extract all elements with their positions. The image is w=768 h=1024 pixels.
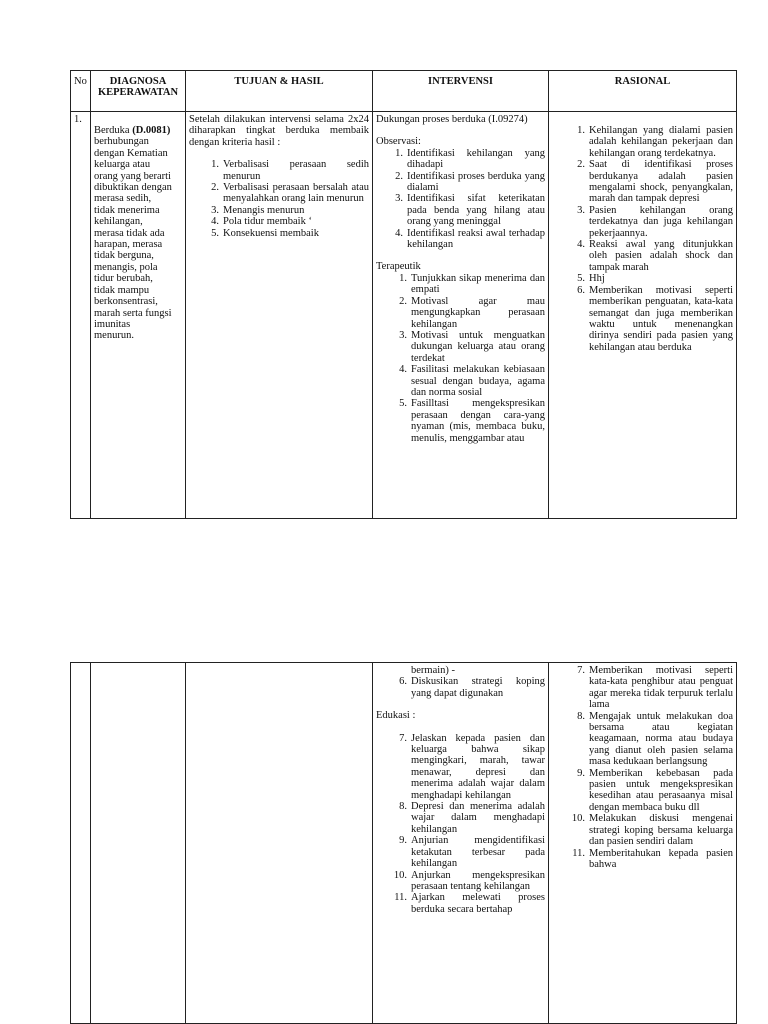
list-item — [399, 835, 545, 870]
list-item — [399, 329, 545, 364]
table-row — [71, 112, 737, 519]
list-item-text: Verbalisasi perasaan sedih menurun — [223, 159, 369, 182]
diagnosa-line: merasa tidak ada — [94, 227, 165, 239]
diagnosa-line: berhubungan — [94, 136, 149, 148]
rasional-cell-continued — [549, 663, 737, 1024]
list-item-number: 2. — [211, 182, 219, 194]
list-item-text: Jelaskan kepada pasien dan keluarga bahwa sikap mengingkari, marah, tawar menawar, depresi dan menerima adalah wajar dalam menghadapi kehilangan — [411, 732, 545, 801]
diagnosa-line: tidak mampu — [94, 284, 150, 296]
list-item — [211, 204, 369, 216]
header-no: No — [71, 71, 91, 112]
list-item-number: 4. — [211, 216, 219, 228]
list-item — [577, 239, 733, 273]
list-item-text: Saat di identifikasi proses berdukanya adalah pasien mengalami shock, penyangkalan, marah dan tampak depresi — [589, 159, 733, 205]
list-item-number: 1. — [399, 272, 407, 284]
list-item — [393, 869, 545, 893]
diagnosa-line: imunitas — [94, 318, 131, 330]
list-item-text: Anjurian mengidentifikasi ketakutan terbesar pada kehilangan — [411, 835, 545, 870]
list-item — [577, 273, 733, 285]
list-item — [572, 847, 733, 871]
list-item-text: Pola tidur membaik ‘ — [223, 216, 312, 228]
list-item — [399, 364, 545, 398]
list-item-text: Memberitahukan kepada pasien bahwa — [589, 847, 733, 870]
list-item — [577, 767, 733, 814]
list-item — [577, 665, 733, 711]
list-item-number: 2. — [395, 170, 403, 182]
list-item — [577, 125, 733, 159]
list-item-number: 8. — [399, 801, 407, 813]
list-item-number: 4. — [577, 239, 585, 251]
list-item — [577, 710, 733, 768]
observasi-list — [376, 148, 545, 251]
care-plan-table-page2 — [70, 662, 737, 1024]
list-item — [394, 892, 545, 915]
list-item-number: 6. — [577, 284, 585, 296]
list-item-text: Memberikan motivasi seperti kata-kata penghibur atau penguat agar mereka tidak terpuruk terlalu lama — [589, 665, 733, 711]
diagnosa-title — [94, 125, 182, 136]
list-item — [395, 227, 545, 251]
rasional-list — [552, 125, 733, 353]
list-item-number: 1. — [211, 159, 219, 171]
intervensi-cell — [373, 112, 549, 519]
list-item-number: 11. — [572, 847, 585, 859]
diagnosa-prefix: Berduka — [94, 125, 130, 136]
list-item-number: 8. — [577, 710, 585, 722]
diagnosa-line: dengan Kematian — [94, 147, 168, 159]
diagnosa-line: dibuktikan dengan — [94, 182, 172, 194]
header-diagnosa — [91, 71, 186, 112]
diagnosa-line: menangis, pola — [94, 261, 158, 273]
list-item — [577, 159, 733, 205]
edukasi-label: Edukasi : — [376, 710, 416, 722]
list-item-text: Mengajak untuk melakukan doa bersama atau kegiatan keagamaan, norma atau budaya yang dianut oleh pasien selama masa kedukaan berlangsung — [589, 710, 733, 768]
list-item-number: 9. — [399, 835, 407, 847]
edukasi-list — [376, 733, 545, 916]
list-item — [399, 398, 545, 444]
header-tujuan: TUJUAN & HASIL — [186, 71, 373, 112]
list-item-text: Fasilltasi mengekspresikan perasaan dengan cara-yang nyaman (mis, membaca buku, menulis, menggambar atau — [411, 398, 545, 444]
diagnosa-line: merasa sedih, — [94, 193, 152, 205]
diagnosa-code: (D.0081) — [132, 125, 171, 136]
list-item-text: Kehilangan yang dialami pasien adalah kehilangan pekerjaan dan kehilangan orang terdekatnya. — [589, 125, 733, 159]
diagnosa-line: kehilangan, — [94, 216, 143, 228]
list-item-number: 1. — [577, 125, 585, 136]
intervensi-continued-text: bermain) - — [411, 665, 456, 676]
tujuan-criteria-list — [189, 159, 369, 239]
list-item-text: Motivasl agar mau mengungkapkan perasaan kehilangan — [411, 295, 545, 330]
diagnosa-line: tidur berubah, — [94, 273, 153, 285]
list-item — [571, 813, 733, 848]
list-item-text: Motivasi untuk menguatkan dukungan keluarga atau orang terdekat — [411, 329, 545, 364]
list-item-text: Identifikasi sifat keterikatan pada benda yang hilang atau orang yang meninggal — [407, 193, 545, 228]
list-item — [399, 732, 545, 801]
list-item-text: Konsekuensi membaik — [223, 227, 319, 239]
diagnosa-cell-empty — [91, 663, 186, 1024]
list-item — [211, 159, 369, 182]
list-item-number: 3. — [211, 204, 219, 216]
diagnosa-line: menurun. — [94, 330, 134, 342]
tujuan-intro: Setelah dilakukan intervensi selama 2x24 diharapkan tingkat berduka membaik dengan kriteria hasil : — [189, 114, 369, 148]
header-diagnosa-line1: DIAGNOSA — [109, 76, 167, 87]
list-item-text: Melakukan diskusi mengenai strategi koping bersama keluarga dan pasien sendiri dalam — [589, 813, 733, 848]
rasional-cell — [549, 112, 737, 519]
row-number-empty — [71, 663, 91, 1024]
list-item-number: 10. — [393, 869, 407, 881]
list-item — [395, 170, 545, 194]
list-item-text: Memberikan kebebasan pada pasien untuk mengekspresikan kesedihan atau perasaanya misal dengan membaca buku dll — [589, 767, 733, 813]
list-item-number: 5. — [211, 227, 219, 239]
list-item-number: 7. — [399, 732, 407, 744]
diagnosa-line: tidak berguna, — [94, 250, 154, 262]
list-item-text: Identifikasi kehilangan yang dihadapi — [407, 147, 545, 171]
terapeutik-list-continued — [376, 676, 545, 699]
list-item-number: 5. — [577, 273, 585, 285]
diagnosa-line: berkonsentrasi, — [94, 296, 158, 308]
list-item — [399, 295, 545, 330]
list-item — [399, 801, 545, 835]
list-item-number: 4. — [395, 227, 403, 239]
list-item-text: Reaksi awal yang ditunjukkan oleh pasien adalah shock dan tampak marah — [589, 239, 733, 273]
diagnosa-text — [94, 136, 182, 341]
list-item-number: 4. — [399, 364, 407, 376]
intervensi-cell-continued — [373, 663, 549, 1024]
tujuan-cell-empty — [186, 663, 373, 1024]
diagnosa-line: keluarga atau — [94, 159, 151, 171]
list-item-text: Diskusikan strategi koping yang dapat digunakan — [411, 676, 545, 699]
list-item-number: 10. — [571, 813, 585, 825]
header-diagnosa-line2: KEPERAWATAN — [97, 87, 179, 99]
care-plan-table-page1 — [70, 70, 737, 519]
list-item — [399, 272, 545, 296]
list-item-text: Depresi dan menerima adalah wajar dalam menghadapi kehilangan — [411, 801, 545, 835]
list-item-text: Pasien kehilangan orang terdekatnya dan juga kehilangan pekerjaannya. — [589, 204, 733, 239]
list-item-text: Identifikasl reaksi awal terhadap kehilangan — [407, 227, 545, 251]
terapeutik-label: Terapeutik — [376, 261, 421, 273]
list-item-number: 1. — [395, 147, 403, 159]
list-item-number: 5. — [399, 398, 407, 410]
list-item — [577, 204, 733, 239]
list-item — [577, 284, 733, 353]
list-item-number: 9. — [577, 767, 585, 779]
list-item-number: 2. — [577, 159, 585, 171]
diagnosa-cell — [91, 112, 186, 519]
header-rasional: RASIONAL — [549, 71, 737, 112]
diagnosa-line: tidak menerima — [94, 204, 160, 216]
list-item — [211, 182, 369, 205]
list-item-number: 3. — [395, 193, 403, 205]
header-intervensi: INTERVENSI — [373, 71, 549, 112]
list-item-text: Verbalisasi perasaan bersalah atau menyalahkan orang lain menurun — [223, 182, 369, 205]
rasional-list-continued — [552, 665, 733, 870]
list-item-text: Fasilitasi melakukan kebiasaan sesual dengan budaya, agama dan norma sosial — [411, 364, 545, 398]
list-item-number: 11. — [394, 892, 407, 904]
list-item-text: Menangis menurun — [223, 204, 305, 216]
list-item — [395, 193, 545, 228]
list-item-text: Memberikan motivasi seperti memberikan penguatan, kata-kata semangat dan juga memberikan waktu untuk menenangkan dirinya sendiri pada pasien yang kehilangan atau berduka — [589, 284, 733, 353]
table-row — [71, 663, 737, 1024]
list-item — [399, 676, 545, 699]
tujuan-cell — [186, 112, 373, 519]
list-item-number: 6. — [399, 676, 407, 688]
row-number: 1. — [71, 112, 91, 519]
diagnosa-line: marah serta fungsi — [94, 307, 172, 319]
table-header-row — [71, 71, 737, 112]
terapeutik-list — [376, 273, 545, 444]
list-item — [211, 216, 369, 228]
list-item — [211, 227, 369, 239]
list-item-text: Ajarkan melewati proses berduka secara bertahap — [411, 892, 545, 915]
list-item-number: 3. — [577, 204, 585, 216]
observasi-label: Observasi: — [376, 136, 421, 148]
list-item-number: 7. — [577, 665, 585, 676]
list-item-text: Anjurkan mengekspresikan perasaan tentang kehilangan — [411, 869, 545, 892]
intervensi-title: Dukungan proses berduka (I.09274) — [376, 114, 528, 125]
diagnosa-line: harapan, merasa — [94, 239, 163, 251]
diagnosa-line: orang yang berarti — [94, 170, 171, 182]
list-item-number: 2. — [399, 295, 407, 307]
list-item-text: Tunjukkan sikap menerima dan empati — [411, 272, 545, 296]
list-item-number: 3. — [399, 329, 407, 341]
list-item — [395, 147, 545, 171]
list-item-text: Hhj — [589, 273, 605, 285]
list-item-text: Identifikasi proses berduka yang dialami — [407, 170, 545, 194]
